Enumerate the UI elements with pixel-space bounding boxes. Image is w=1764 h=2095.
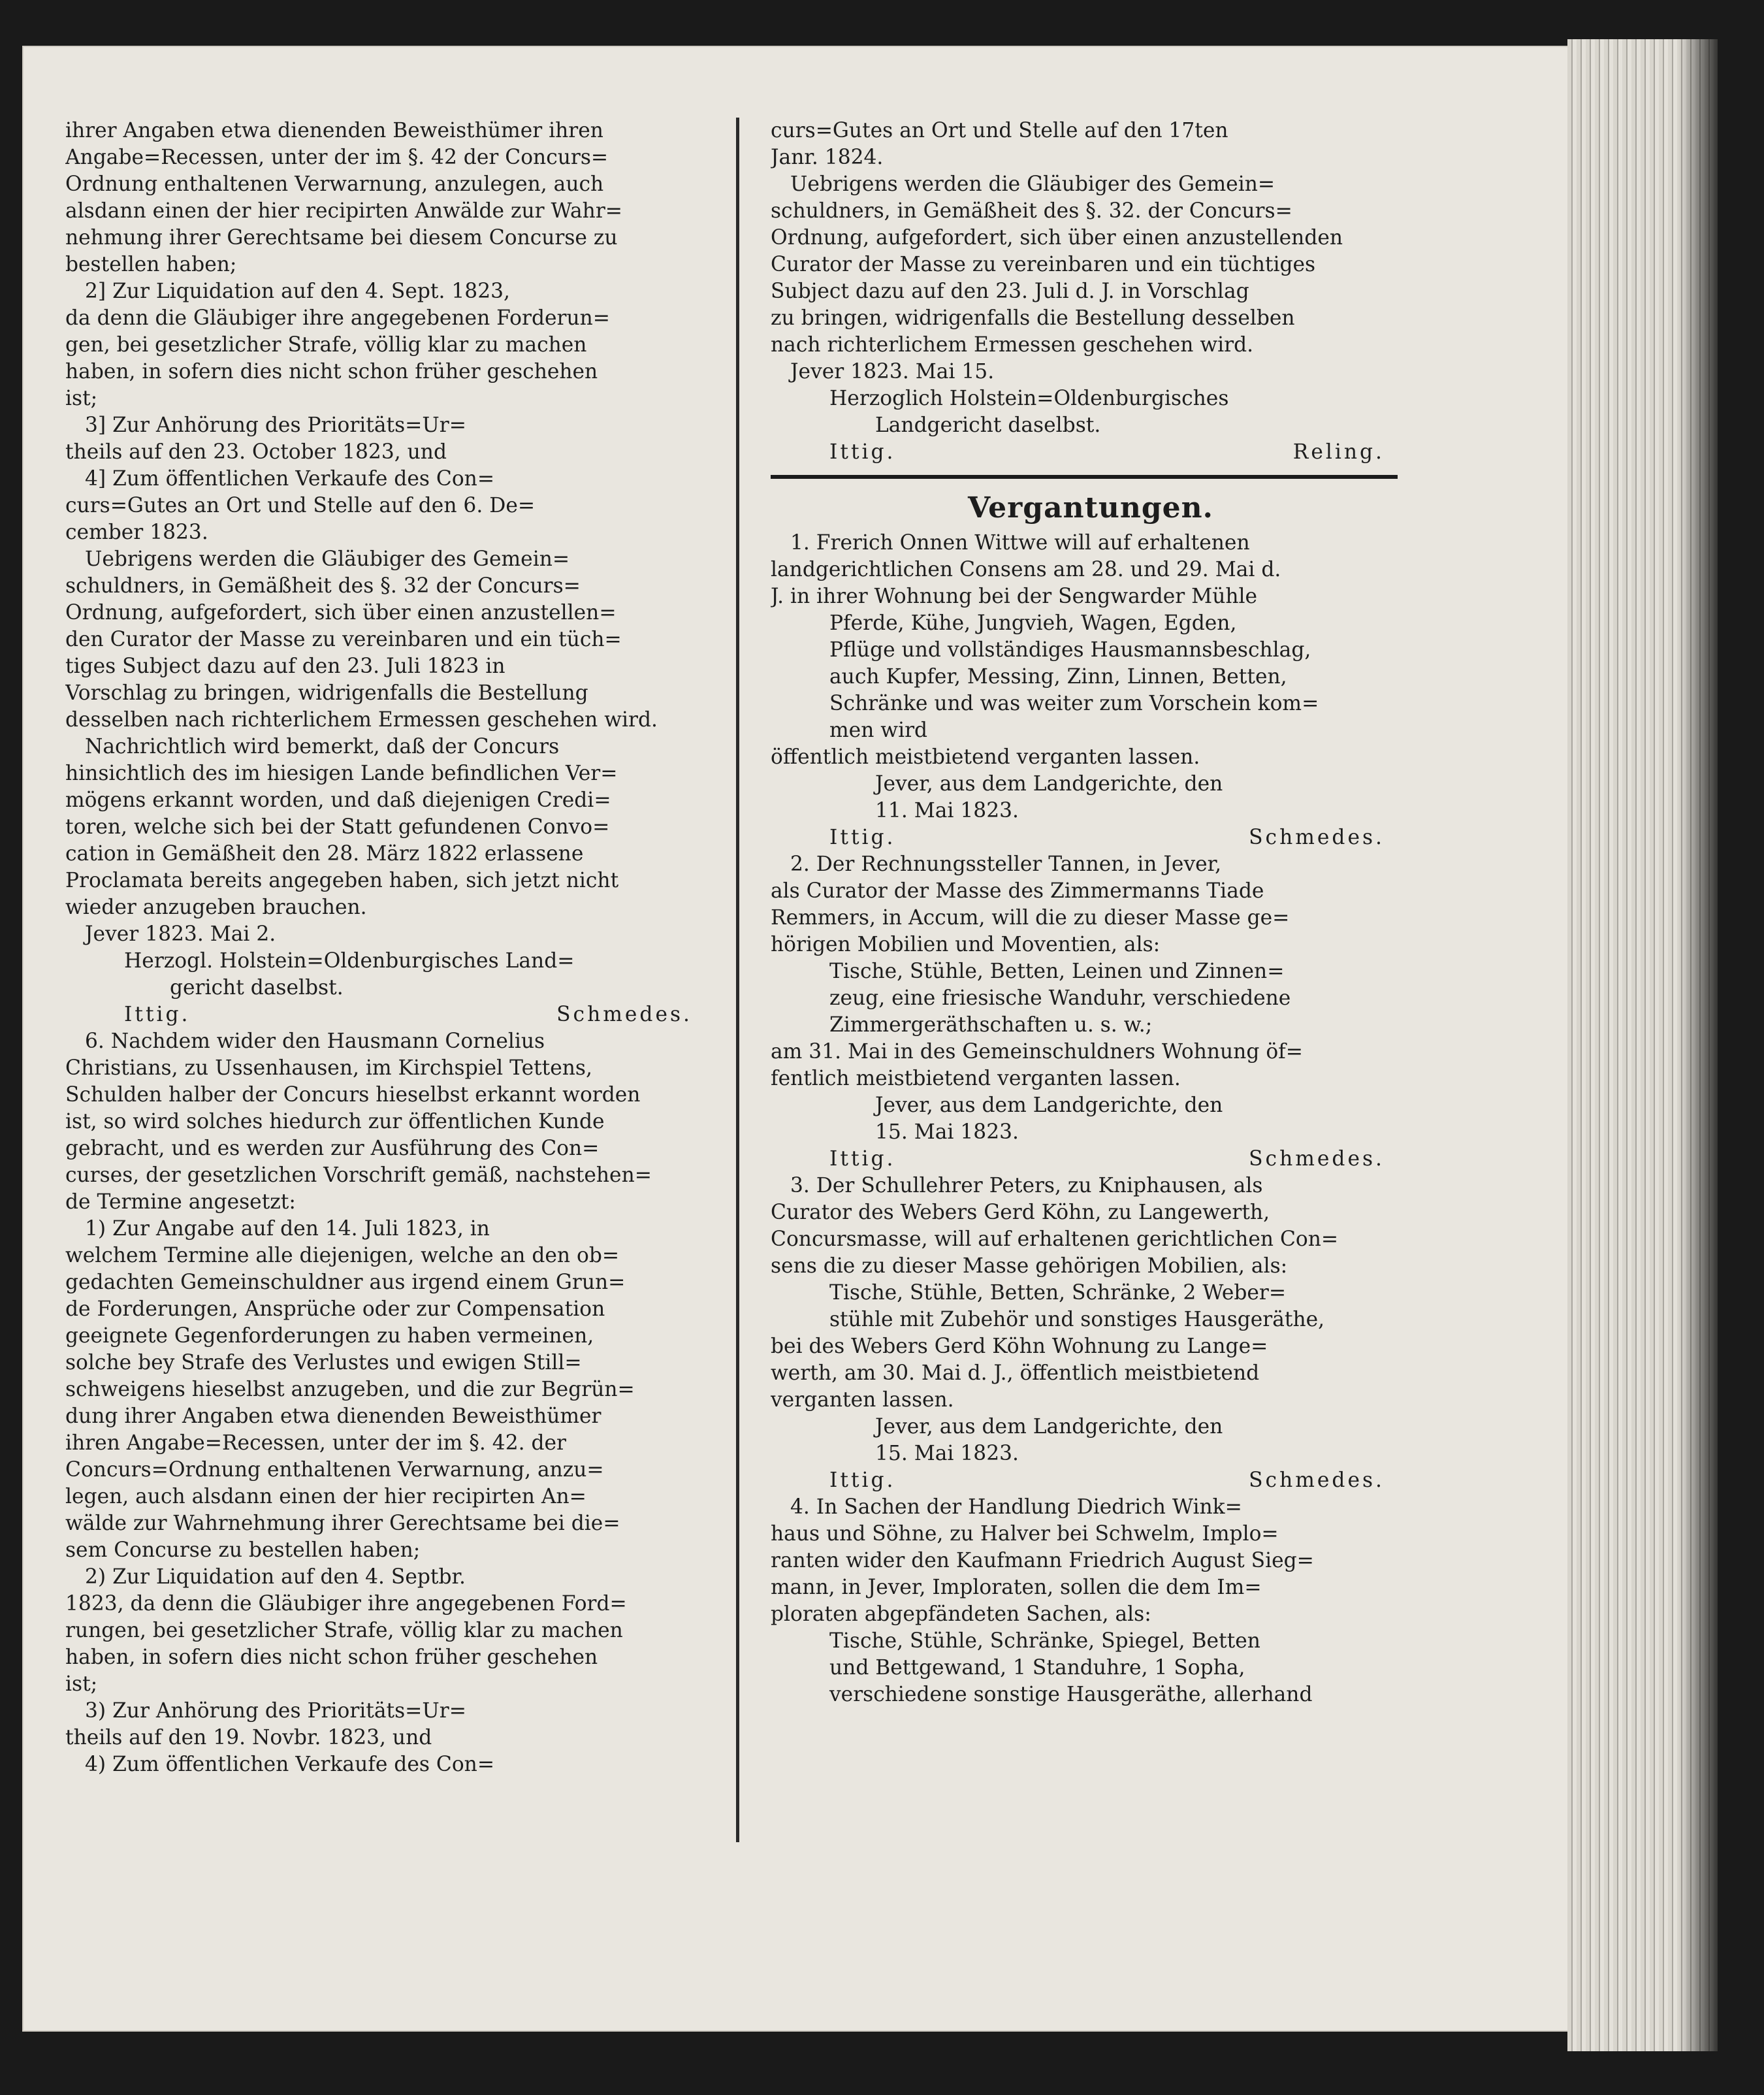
text-line: mögens erkannt worden, und daß diejenigen Credi= (65, 788, 611, 812)
text-line: Uebrigens werden die Gläubiger des Gemein= (85, 547, 570, 571)
text-line: Jever, aus dem Landgerichte, den (875, 772, 1223, 796)
text-line: ist; (65, 1672, 98, 1696)
text-line: Angabe=Recessen, unter der im §. 42 der Concurs= (65, 146, 609, 169)
right-column-bottom (771, 530, 1411, 1708)
text-line: theils auf den 23. October 1823, und (65, 440, 447, 464)
text-line: ihrer Angaben etwa dienenden Beweisthümer ihren (65, 119, 603, 142)
text-line: zu bringen, widrigenfalls die Bestellung desselben (771, 306, 1295, 330)
text-line: rungen, bei gesetzlicher Strafe, völlig klar zu machen (65, 1619, 623, 1642)
left-column (65, 118, 718, 1778)
text-line: Christians, zu Ussenhausen, im Kirchspiel Tettens, (65, 1056, 592, 1080)
text-line: auch Kupfer, Messing, Zinn, Linnen, Betten, (829, 665, 1287, 689)
text-line: 1. Frerich Onnen Wittwe will auf erhaltenen (790, 531, 1250, 555)
text-line: hörigen Mobilien und Moventien, als: (771, 933, 1161, 956)
text-line: gen, bei gesetzlicher Strafe, völlig klar zu machen (65, 333, 587, 357)
text-line: dung ihrer Angaben etwa dienenden Beweisthümer (65, 1405, 601, 1428)
text-line: wieder anzugeben brauchen. (65, 896, 367, 919)
signature-left: Ittig. (829, 440, 896, 464)
text-line: bestellen haben; (65, 253, 237, 276)
text-line: J. in ihrer Wohnung bei der Sengwarder Mühle (771, 585, 1258, 608)
text-line: als Curator der Masse des Zimmermanns Tiade (771, 879, 1264, 903)
text-line: sens die zu dieser Masse gehörigen Mobilien, als: (771, 1254, 1288, 1278)
text-line: Curator des Webers Gerd Köhn, zu Langewerth, (771, 1201, 1270, 1224)
text-line: am 31. Mai in des Gemeinschuldners Wohnung öf= (771, 1040, 1303, 1064)
text-line: Uebrigens werden die Gläubiger des Gemein= (790, 172, 1275, 196)
text-line: 1823, da denn die Gläubiger ihre angegebenen Ford= (65, 1592, 627, 1616)
signature-left: Ittig. (829, 1469, 896, 1492)
text-line: Nachrichtlich wird bemerkt, daß der Concurs (85, 735, 560, 758)
text-line: men wird (829, 719, 928, 742)
signature-row (771, 1146, 1411, 1173)
text-line: cation in Gemäßheit den 28. März 1822 erlassene (65, 842, 584, 866)
text-line: da denn die Gläubiger ihre angegebenen Forderun= (65, 306, 611, 330)
text-line: Herzogl. Holstein=Oldenburgisches Land= (124, 949, 575, 973)
text-line: 2] Zur Liquidation auf den 4. Sept. 1823, (85, 280, 510, 303)
signature-row (771, 439, 1411, 466)
text-line: schweigens hieselbst anzugeben, und die zur Begrün= (65, 1378, 635, 1401)
text-line: Tische, Stühle, Betten, Leinen und Zinnen= (829, 960, 1285, 983)
text-line: landgerichtlichen Consens am 28. und 29. Mai d. (771, 558, 1281, 581)
text-line: curses, der gesetzlichen Vorschrift gemäß, nachstehen= (65, 1163, 652, 1187)
text-line: Jever, aus dem Landgerichte, den (875, 1094, 1223, 1117)
text-line: Schränke und was weiter zum Vorschein kom= (829, 692, 1319, 715)
text-line: 4] Zum öffentlichen Verkaufe des Con= (85, 467, 495, 491)
text-line: gedachten Gemeinschuldner aus irgend einem Grun= (65, 1271, 626, 1294)
text-line: zeug, eine friesische Wanduhr, verschiedene (829, 986, 1291, 1010)
text-line: hinsichtlich des im hiesigen Lande befindlichen Ver= (65, 762, 618, 785)
text-line: haus und Söhne, zu Halver bei Schwelm, Implo= (771, 1522, 1279, 1546)
text-line: Ordnung, aufgefordert, sich über einen anzustellenden (771, 226, 1343, 250)
text-line: 4. In Sachen der Handlung Diedrich Wink= (790, 1495, 1242, 1519)
signature-row (771, 1467, 1411, 1494)
text-line: und Bettgewand, 1 Standuhre, 1 Sopha, (829, 1656, 1245, 1680)
text-line: solche bey Strafe des Verlustes und ewigen Still= (65, 1351, 582, 1374)
text-line: haben, in sofern dies nicht schon früher geschehen (65, 360, 598, 383)
signature-right: Schmedes. (1249, 1469, 1385, 1492)
text-line: stühle mit Zubehör und sonstiges Hausgeräthe, (829, 1308, 1325, 1331)
text-line: Remmers, in Accum, will die zu dieser Masse ge= (771, 906, 1290, 930)
text-line: schuldners, in Gemäßheit des §. 32 der Concurs= (65, 574, 581, 598)
text-line: ploraten abgepfändeten Sachen, als: (771, 1602, 1151, 1626)
right-column (771, 118, 1411, 1708)
text-line: nehmung ihrer Gerechtsame bei diesem Concurse zu (65, 226, 618, 250)
text-line: Herzoglich Holstein=Oldenburgisches (829, 387, 1229, 410)
text-line: toren, welche sich bei der Statt gefundenen Convo= (65, 815, 610, 839)
text-line: welchem Termine alle diejenigen, welche an den ob= (65, 1244, 620, 1267)
signature-row (771, 824, 1411, 851)
text-line: curs=Gutes an Ort und Stelle auf den 6. De= (65, 494, 536, 517)
text-line: ranten wider den Kaufmann Friedrich August Sieg= (771, 1549, 1314, 1572)
text-line: Schulden halber der Concurs hieselbst erkannt worden (65, 1083, 641, 1107)
text-line: Concurs=Ordnung enthaltenen Verwarnung, anzu= (65, 1458, 604, 1482)
signature-left: Ittig. (829, 1147, 896, 1171)
text-line: 2. Der Rechnungssteller Tannen, in Jever, (790, 853, 1222, 876)
text-line: 15. Mai 1823. (875, 1442, 1019, 1465)
text-line: 1) Zur Angabe auf den 14. Juli 1823, in (85, 1217, 490, 1241)
signature-left: Ittig. (124, 1003, 191, 1026)
text-line: Vorschlag zu bringen, widrigenfalls die Bestellung (65, 681, 588, 705)
text-line: den Curator der Masse zu vereinbaren und ein tüch= (65, 628, 622, 651)
text-line: mann, in Jever, Imploraten, sollen die dem Im= (771, 1576, 1262, 1599)
text-line: nach richterlichem Ermessen geschehen wird. (771, 333, 1254, 357)
signature-row (65, 1001, 718, 1028)
signature-right: Reling. (1292, 440, 1385, 464)
text-line: verschiedene sonstige Hausgeräthe, allerhand (829, 1683, 1313, 1706)
signature-right: Schmedes. (1249, 1147, 1385, 1171)
signature-right: Schmedes. (1249, 826, 1385, 849)
text-line: fentlich meistbietend verganten lassen. (771, 1067, 1181, 1090)
text-line: Jever 1823. Mai 2. (85, 922, 276, 946)
text-line: desselben nach richterlichem Ermessen geschehen wird. (65, 708, 658, 732)
text-line: Pflüge und vollständiges Hausmannsbeschlag, (829, 638, 1311, 662)
text-line: sem Concurse zu bestellen haben; (65, 1538, 421, 1562)
text-line: Subject dazu auf den 23. Juli d. J. in Vorschlag (771, 280, 1249, 303)
text-line: werth, am 30. Mai d. J., öffentlich meistbietend (771, 1361, 1260, 1385)
text-line: gebracht, und es werden zur Ausführung des Con= (65, 1137, 600, 1160)
text-line: Pferde, Kühe, Jungvieh, Wagen, Egden, (829, 611, 1237, 635)
text-line: 15. Mai 1823. (875, 1120, 1019, 1144)
text-line: Curator der Masse zu vereinbaren und ein tüchtiges (771, 253, 1316, 276)
page-fore-edge (1567, 39, 1718, 2051)
text-line: verganten lassen. (771, 1388, 954, 1412)
text-line: Jever, aus dem Landgerichte, den (875, 1415, 1223, 1438)
signature-left: Ittig. (829, 826, 896, 849)
text-line: Concursmasse, will auf erhaltenen gerichtlichen Con= (771, 1227, 1339, 1251)
text-line: theils auf den 19. Novbr. 1823, und (65, 1726, 432, 1749)
text-line: Jever 1823. Mai 15. (790, 360, 995, 383)
text-line: Proclamata bereits angegeben haben, sich jetzt nicht (65, 869, 619, 892)
text-line: 3] Zur Anhörung des Prioritäts=Ur= (85, 414, 466, 437)
section-rule (771, 475, 1398, 479)
text-line: Ordnung enthaltenen Verwarnung, anzulegen, auch (65, 172, 604, 196)
text-line: Ordnung, aufgefordert, sich über einen anzustellen= (65, 601, 617, 625)
text-line: Tische, Stühle, Betten, Schränke, 2 Weber= (829, 1281, 1287, 1305)
text-line: ist, so wird solches hiedurch zur öffentlichen Kunde (65, 1110, 605, 1133)
text-line: Landgericht daselbst. (875, 414, 1101, 437)
signature-right: Schmedes. (556, 1003, 692, 1026)
text-line: gericht daselbst. (170, 976, 344, 999)
text-line: 6. Nachdem wider den Hausmann Cornelius (85, 1030, 545, 1053)
text-line: de Forderungen, Ansprüche oder zur Compensation (65, 1297, 605, 1321)
text-line: 2) Zur Liquidation auf den 4. Septbr. (85, 1565, 466, 1589)
text-line: 11. Mai 1823. (875, 799, 1019, 822)
text-line: ihren Angabe=Recessen, unter der im §. 42. der (65, 1431, 567, 1455)
text-line: wälde zur Wahrnehmung ihrer Gerechtsame bei die= (65, 1512, 620, 1535)
right-column-top (771, 118, 1411, 466)
text-line: cember 1823. (65, 521, 208, 544)
text-line: Zimmergeräthschaften u. s. w.; (829, 1013, 1153, 1037)
column-divider (736, 118, 739, 1842)
text-line: geeignete Gegenforderungen zu haben vermeinen, (65, 1324, 594, 1348)
text-line: alsdann einen der hier recipirten Anwälde zur Wahr= (65, 199, 623, 223)
text-line: Janr. 1824. (771, 146, 884, 169)
text-line: ist; (65, 387, 98, 410)
text-line: 3. Der Schullehrer Peters, zu Kniphausen, als (790, 1174, 1263, 1197)
text-line: 4) Zum öffentlichen Verkaufe des Con= (85, 1753, 495, 1776)
text-line: de Termine angesetzt: (65, 1190, 296, 1214)
text-line: schuldners, in Gemäßheit des §. 32. der Concurs= (771, 199, 1292, 223)
text-line: bei des Webers Gerd Köhn Wohnung zu Lange= (771, 1335, 1268, 1358)
text-line: 3) Zur Anhörung des Prioritäts=Ur= (85, 1699, 466, 1723)
section-title: Vergantungen. (968, 491, 1213, 525)
text-line: legen, auch alsdann einen der hier recipirten An= (65, 1485, 586, 1508)
text-line: curs=Gutes an Ort und Stelle auf den 17ten (771, 119, 1228, 142)
text-line: Tische, Stühle, Schränke, Spiegel, Betten (829, 1629, 1260, 1653)
text-line: öffentlich meistbietend verganten lassen. (771, 745, 1200, 769)
text-line: haben, in sofern dies nicht schon früher geschehen (65, 1646, 598, 1669)
text-line: tiges Subject dazu auf den 23. Juli 1823 in (65, 655, 505, 678)
